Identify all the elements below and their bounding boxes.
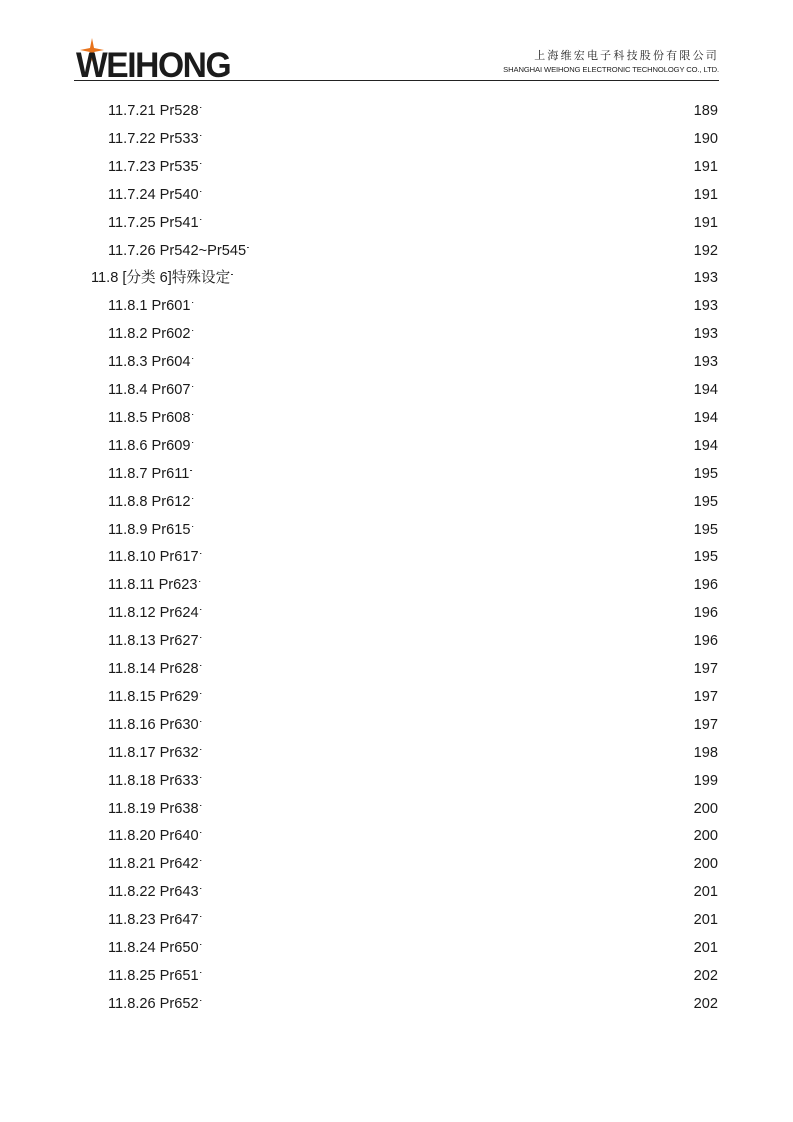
- toc-entry[interactable]: [108, 625, 718, 650]
- toc-entry-page-number: 201: [693, 884, 718, 901]
- toc-entry[interactable]: [108, 318, 718, 343]
- toc-entry-page-number: 193: [693, 326, 718, 343]
- toc-entry[interactable]: [108, 290, 718, 315]
- toc-entry[interactable]: [108, 876, 718, 901]
- toc-entry[interactable]: [108, 179, 718, 203]
- toc-entry-page-number: 193: [693, 298, 718, 315]
- toc-entry[interactable]: [108, 904, 718, 929]
- toc-entry-page-number: 195: [693, 549, 718, 566]
- dot-leader: [200, 95, 693, 115]
- dot-leader: [199, 569, 693, 589]
- toc-entry-title: 11.8.16 Pr630: [108, 716, 199, 733]
- dot-leader: [200, 932, 693, 952]
- toc-entry-title: 11.8.18 Pr633: [108, 772, 199, 789]
- toc-entry-page-number: 201: [693, 912, 718, 929]
- toc-entry-page-number: 193: [693, 270, 718, 287]
- toc-entry[interactable]: [108, 207, 718, 231]
- toc-entry[interactable]: [108, 597, 718, 622]
- toc-entry[interactable]: [91, 262, 718, 287]
- dot-leader: [231, 262, 692, 282]
- toc-entry-title: 11.8.19 Pr638: [108, 800, 199, 817]
- toc-entry-title: 11.8.20 Pr640: [108, 828, 199, 845]
- toc-entry[interactable]: [108, 960, 718, 984]
- toc-entry[interactable]: [108, 541, 718, 566]
- dot-leader: [200, 653, 693, 673]
- toc-entry[interactable]: [108, 653, 718, 677]
- toc-entry-title: 11.8.2 Pr602: [108, 326, 191, 343]
- toc-entry-title: 11.8.9 Pr615: [108, 521, 191, 538]
- toc-entry-title: 11.8 [分类 6]特殊设定: [91, 270, 231, 287]
- toc-entry-page-number: 197: [693, 688, 718, 705]
- dot-leader: [192, 514, 693, 534]
- toc-entry[interactable]: [108, 793, 718, 817]
- toc-entry-title: 11.8.23 Pr647: [108, 912, 199, 929]
- toc-entry-title: 11.7.22 Pr533: [108, 130, 199, 147]
- toc-entry[interactable]: [108, 374, 718, 398]
- dot-leader: [190, 458, 692, 478]
- toc-entry-page-number: 191: [693, 158, 718, 175]
- toc-entry-title: 11.8.1 Pr601: [108, 298, 191, 315]
- toc-entry[interactable]: [108, 765, 718, 789]
- toc-entry-page-number: 192: [693, 242, 718, 259]
- company-name-cn: 上海维宏电子科技股份有限公司: [534, 49, 719, 62]
- toc-entry-title: 11.8.3 Pr604: [108, 354, 191, 371]
- toc-entry[interactable]: [108, 151, 718, 175]
- toc-entry[interactable]: [108, 848, 718, 873]
- toc-entry-title: 11.7.24 Pr540: [108, 186, 199, 203]
- dot-leader: [200, 988, 693, 1008]
- toc-entry[interactable]: [108, 430, 718, 454]
- dot-leader: [200, 123, 693, 143]
- toc-entry-page-number: 189: [693, 103, 718, 119]
- toc-entry-page-number: 199: [693, 772, 718, 789]
- toc-entry-page-number: 193: [693, 354, 718, 371]
- toc-entry-page-number: 200: [693, 856, 718, 873]
- toc-entry-title: 11.8.10 Pr617: [108, 549, 199, 566]
- company-name: [503, 47, 719, 74]
- toc-entry-page-number: 194: [693, 409, 718, 426]
- toc-entry-title: 11.8.17 Pr632: [108, 744, 199, 761]
- dot-leader: [192, 318, 693, 338]
- toc-entry[interactable]: [108, 95, 718, 119]
- dot-leader: [200, 709, 693, 729]
- dot-leader: [247, 235, 693, 255]
- toc-entry-page-number: 200: [693, 800, 718, 817]
- toc-entry-title: 11.8.4 Pr607: [108, 382, 191, 398]
- toc-entry-title: 11.7.26 Pr542~Pr545: [108, 242, 247, 259]
- toc-entry-title: 11.8.12 Pr624: [108, 605, 199, 622]
- toc-entry[interactable]: [108, 402, 718, 426]
- toc-entry[interactable]: [108, 486, 718, 510]
- dot-leader: [192, 346, 693, 366]
- dot-leader: [200, 737, 693, 757]
- toc-entry-title: 11.7.25 Pr541: [108, 214, 199, 231]
- dot-leader: [200, 179, 693, 199]
- toc-entry[interactable]: [108, 737, 718, 761]
- dot-leader: [200, 207, 693, 227]
- toc-entry-title: 11.7.23 Pr535: [108, 158, 199, 175]
- toc-entry-page-number: 191: [693, 214, 718, 231]
- toc-entry-title: 11.8.15 Pr629: [108, 688, 199, 705]
- toc-entry-page-number: 202: [693, 967, 718, 984]
- toc-entry-title: 11.8.22 Pr643: [108, 884, 199, 901]
- toc-entry-page-number: 196: [693, 577, 718, 594]
- dot-leader: [192, 402, 693, 422]
- toc-entry-title: 11.8.14 Pr628: [108, 661, 199, 677]
- logo-text: WEIHONG: [76, 46, 231, 85]
- toc-entry-title: 11.8.6 Pr609: [108, 437, 191, 454]
- toc-entry-title: 11.8.13 Pr627: [108, 633, 199, 650]
- toc-entry-title: 11.8.25 Pr651: [108, 967, 199, 984]
- dot-leader: [200, 960, 693, 980]
- toc-entry-title: 11.8.5 Pr608: [108, 409, 191, 426]
- dot-leader: [200, 848, 693, 868]
- dot-leader: [200, 541, 693, 561]
- dot-leader: [200, 681, 693, 701]
- dot-leader: [192, 430, 693, 450]
- toc-entry-page-number: 194: [693, 437, 718, 454]
- toc-entry-title: 11.7.21 Pr528: [108, 103, 199, 119]
- dot-leader: [192, 486, 693, 506]
- toc-entry[interactable]: [108, 681, 718, 705]
- toc-entry-title: 11.8.8 Pr612: [108, 493, 191, 510]
- page-header: [74, 30, 719, 85]
- toc-entry-title: 11.8.21 Pr642: [108, 856, 199, 873]
- toc-entry-page-number: 197: [693, 716, 718, 733]
- toc-entry-page-number: 194: [693, 382, 718, 398]
- toc-entry-page-number: 201: [693, 940, 718, 956]
- dot-leader: [200, 876, 693, 896]
- dot-leader: [200, 793, 693, 813]
- toc-entry-title: 11.8.7 Pr611: [108, 465, 190, 482]
- company-name-en: SHANGHAI WEIHONG ELECTRONIC TECHNOLOGY CO., LTD.: [503, 65, 719, 74]
- toc-entry-title: 11.8.11 Pr623: [108, 577, 198, 594]
- toc-entry-page-number: 190: [693, 130, 718, 147]
- toc-entry[interactable]: [108, 988, 718, 1012]
- toc-entry[interactable]: [108, 514, 718, 538]
- toc-entry[interactable]: [108, 569, 718, 594]
- toc-entry-page-number: 202: [693, 995, 718, 1012]
- toc-entry[interactable]: [108, 235, 718, 259]
- toc-entry[interactable]: [108, 820, 718, 845]
- dot-leader: [200, 820, 693, 840]
- toc-entry[interactable]: [108, 346, 718, 371]
- dot-leader: [192, 374, 693, 394]
- toc-entry-page-number: 191: [693, 186, 718, 203]
- toc-entry-page-number: 195: [693, 493, 718, 510]
- toc-entry-page-number: 197: [693, 661, 718, 677]
- toc-entry[interactable]: [108, 932, 718, 956]
- dot-leader: [200, 765, 693, 785]
- toc-entry-title: 11.8.26 Pr652: [108, 995, 199, 1012]
- toc-entry-title: 11.8.24 Pr650: [108, 940, 199, 956]
- dot-leader: [200, 151, 693, 171]
- toc-entry-page-number: 200: [693, 828, 718, 845]
- dot-leader: [192, 290, 693, 310]
- toc-entry-page-number: 195: [693, 521, 718, 538]
- toc-entry-page-number: 198: [693, 744, 718, 761]
- toc-entry-page-number: 196: [693, 605, 718, 622]
- toc-entry[interactable]: [108, 458, 718, 482]
- toc-entry[interactable]: [108, 123, 718, 147]
- dot-leader: [200, 597, 693, 617]
- dot-leader: [200, 904, 693, 924]
- toc-entry[interactable]: [108, 709, 718, 733]
- toc-entry-page-number: 195: [693, 465, 718, 482]
- dot-leader: [200, 625, 693, 645]
- toc-entry-page-number: 196: [693, 633, 718, 650]
